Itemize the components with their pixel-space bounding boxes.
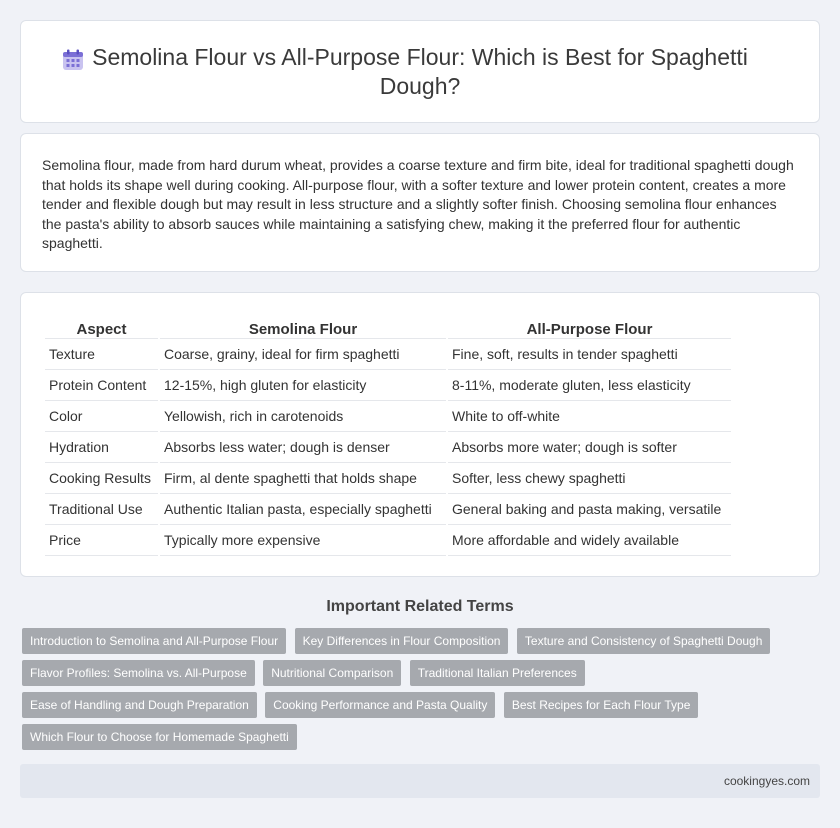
related-term-tag[interactable]: Which Flour to Choose for Homemade Spaghetti — [22, 724, 297, 750]
related-term-tag[interactable]: Nutritional Comparison — [263, 660, 401, 686]
footer — [20, 764, 820, 798]
related-term-tag[interactable]: Texture and Consistency of Spaghetti Dough — [517, 628, 770, 654]
related-terms-list — [22, 628, 802, 756]
table-row — [45, 494, 731, 525]
related-term-tag[interactable]: Introduction to Semolina and All-Purpose Flour — [22, 628, 286, 654]
title-wrap — [21, 43, 819, 101]
related-term-tag[interactable]: Key Differences in Flour Composition — [295, 628, 509, 654]
table-cell-aspect: Traditional Use — [45, 494, 158, 525]
calendar-grid-icon — [61, 49, 85, 71]
table-cell-semolina: Firm, al dente spaghetti that holds shape — [160, 463, 446, 494]
related-term-tag[interactable]: Traditional Italian Preferences — [410, 660, 585, 686]
table-cell-aspect: Cooking Results — [45, 463, 158, 494]
column-header-aspect: Aspect — [45, 317, 158, 339]
table-row — [45, 463, 731, 494]
comparison-table-card — [20, 292, 820, 577]
table-row — [45, 432, 731, 463]
page-title: Semolina Flour vs All-Purpose Flour: Which is Best for Spaghetti Dough? — [92, 44, 748, 99]
table-cell-aspect: Price — [45, 525, 158, 556]
table-row — [45, 339, 731, 370]
intro-card — [20, 133, 820, 272]
related-term-tag[interactable]: Ease of Handling and Dough Preparation — [22, 692, 257, 718]
related-terms-heading: Important Related Terms — [326, 598, 514, 615]
table-cell-all-purpose: Softer, less chewy spaghetti — [448, 463, 731, 494]
intro-paragraph: Semolina flour, made from hard durum wheat, provides a coarse texture and firm bite, ideal for traditional spaghetti dough that holds its shape well during cooking. All-purpose flour, with a softer texture and lower protein content, creates a more tender and flexible dough but may result in less structure and a slightly softer finish. Choosing semolina flour enhances the pasta's ability to absorb sauces while maintaining a satisfying chew, making it the preferred flour for authentic spaghetti. — [42, 157, 794, 251]
table-cell-semolina: Coarse, grainy, ideal for firm spaghetti — [160, 339, 446, 370]
table-cell-aspect: Protein Content — [45, 370, 158, 401]
footer-site-name: cookingyes.com — [723, 774, 810, 788]
table-header-row — [45, 317, 731, 339]
table-cell-aspect: Color — [45, 401, 158, 432]
comparison-table — [43, 317, 733, 556]
related-term-tag[interactable]: Flavor Profiles: Semolina vs. All-Purpose — [22, 660, 255, 686]
table-cell-semolina: Authentic Italian pasta, especially spaghetti — [160, 494, 446, 525]
table-cell-semolina: 12-15%, high gluten for elasticity — [160, 370, 446, 401]
related-term-tag[interactable]: Cooking Performance and Pasta Quality — [265, 692, 495, 718]
table-cell-all-purpose: Fine, soft, results in tender spaghetti — [448, 339, 731, 370]
table-cell-all-purpose: White to off-white — [448, 401, 731, 432]
table-cell-all-purpose: More affordable and widely available — [448, 525, 731, 556]
table-row — [45, 370, 731, 401]
table-row — [45, 525, 731, 556]
table-row — [45, 401, 731, 432]
table-cell-all-purpose: Absorbs more water; dough is softer — [448, 432, 731, 463]
table-cell-aspect: Texture — [45, 339, 158, 370]
column-header-all-purpose: All-Purpose Flour — [448, 317, 731, 339]
table-cell-semolina: Typically more expensive — [160, 525, 446, 556]
table-cell-semolina: Absorbs less water; dough is denser — [160, 432, 446, 463]
related-term-tag[interactable]: Best Recipes for Each Flour Type — [504, 692, 699, 718]
table-cell-all-purpose: 8-11%, moderate gluten, less elasticity — [448, 370, 731, 401]
column-header-semolina: Semolina Flour — [160, 317, 446, 339]
table-cell-aspect: Hydration — [45, 432, 158, 463]
header-card — [20, 20, 820, 123]
table-cell-all-purpose: General baking and pasta making, versatile — [448, 494, 731, 525]
table-cell-semolina: Yellowish, rich in carotenoids — [160, 401, 446, 432]
